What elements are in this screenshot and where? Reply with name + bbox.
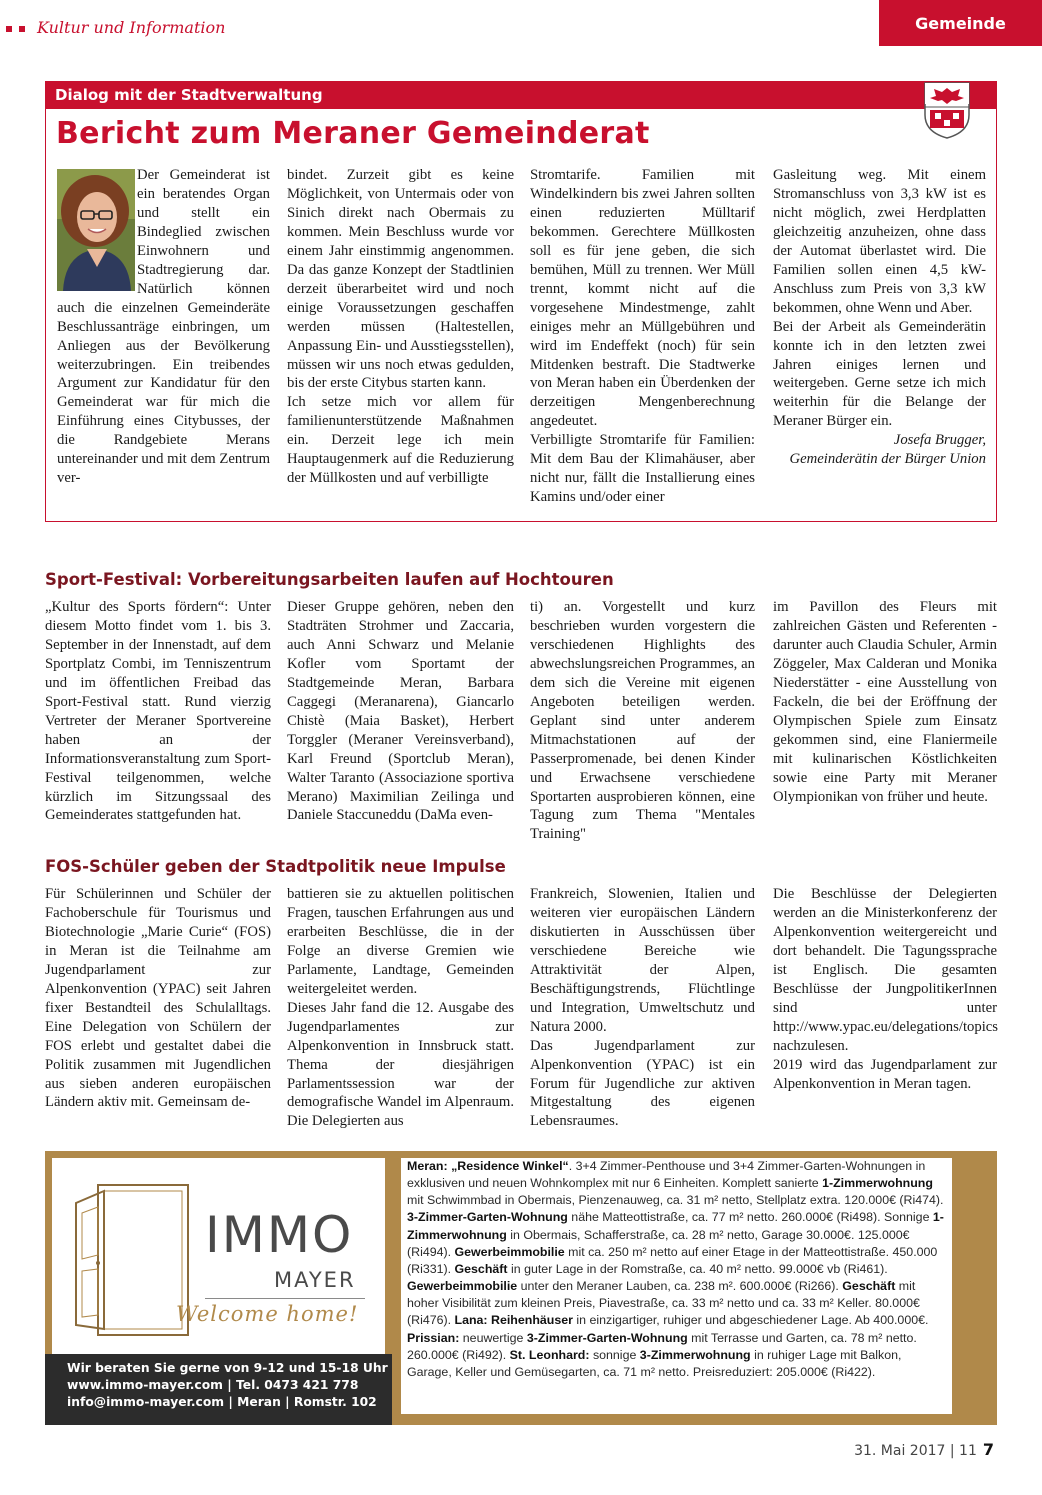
sport-column-1: „Kultur des Sports fördern“: Unter diesem Motto findet vom 1. bis 3. September in der Innenstadt, auf dem Sportplatz Combi, im Tenniszentrum und im öffentlichen Freibad das Sport-Festival statt. Rund vierzig Vertreter der Meraner Sportvereine haben an der Informationsveranstaltung zum Sport-Festival teilgenommen, welche kürzlich im Sitzungssaal des Gemeinderates stattgefunden hat. [45,599,271,824]
signature-name: Josefa Brugger, [893,432,986,449]
ad-hours: Wir beraten Sie gerne von 9-12 und 15-18 Uhr [67,1361,388,1375]
brand-divider [205,1298,365,1299]
dialog-column-1: Der Gemeinderat ist ein beratendes Organ und stellt ein Bindeglied zwischen Einwohnern und Stadtregierung dar. Natürlich können auch die einzelnen Gemeinderäte Beschlussanträge einbringen, um Anliegen aus der Bevölkerung weiterzubringen. Ein treibendes Argument zur Kandidatur für den Gemeinderat war für mich die Einführung eines Citybusses, der die Randgebiete Merans untereinander und mit dem Zentrum ver- [57,167,270,487]
dialog-column-2: bindet. Zurzeit gibt es keine Möglichkeit, von Untermais oder von Sinich direkt nach Obermais zu kommen. Mein Beschluss wurde vor einem Jahr einstimmig angenommen. Da das ganze Konzept der Stadtlinien derzeit überarbeitet wird und noch einige Voraussetzungen geschaffen werden müssen (Haltestellen, Anpassung Ein- und Ausstiegsstellen), müssen wir uns noch etwas gedulden, bis der erste Citybus starten kann. Ich setze mich vor allem für familienunterstützende Maßnahmen ein. Derzeit lege ich mein Hauptaugenmerk auf die Reduzierung der Müllkosten und auf verbilligte [287,167,514,487]
signature-role: Gemeinderätin der Bürger Union [789,451,986,468]
dialog-column-3: Stromtarife. Familien mit Windelkindern bis zwei Jahren sollten einen reduzierten Mülltarif bekommen. Gerechtere Müllkosten soll es für jene geben, die sich bemühen, Müll zu trennen. Wer Müll trennt, kommt nicht auf die vorgesehene Mindestmenge, zahlt einiges mehr an Müllgebühren und wird im Endeffekt (noch) für sein Mitdenken bestraft. Die Stadtwerke von Meran haben ein Überdenken der derzeitigen Mengenberechnung angedeutet. Verbilligte Stromtarife für Familien: Mit dem Bau der Klimahäuser, aber nicht nur, fällt die Installierung eines Kamins und/oder einer [530,167,755,506]
sport-title: Sport-Festival: Vorbereitungsarbeiten laufen auf Hochtouren [45,570,614,589]
ad-email-address: info@immo-mayer.com | Meran | Romstr. 102 [67,1395,377,1409]
fos-column-3: Frankreich, Slowenien, Italien und weiteren vier europäischen Ländern diskutierten in Ausschüssen über verschiedene Bereiche wie Attraktivität der Alpen, Beschäftigungstrends, Flüchtlinge und Integration, Umweltschutz und Natura 2000. Das Jugendparlament zur Alpenkonvention (YPAC) ist ein Forum für Jugendliche zur aktiven Mitgestaltung des eigenen Lebensraumes. [530,886,755,1130]
page-footer [854,1440,994,1459]
issue-date: 31. Mai 2017 | 11 [854,1443,977,1459]
brand-tagline: Welcome home! [176,1302,359,1326]
dialog-column-4: Gasleitung weg. Mit einem Stromanschluss von 3,3 kW ist es nicht möglich, zwei Herdplatten gleichzeitig anzuheizen, ohne dass der Automat überlastet wird. Die Familien sollen einen 4,5 kW-Anschluss zum Preis von 3,3 kW bekommen, ohne Wenn und Aber. Bei der Arbeit als Gemeinderätin konnte ich in den letzten zwei Jahren einiges lernen und weitergeben. Gerne setze ich mich weiterhin für die Belange der Meraner Bürger ein. Josefa Brugger, Gemeinderätin der Bürger Union [773,167,986,468]
sport-column-2: Dieser Gruppe gehören, neben den Stadträten Strohmer und Zaccaria, auch Anni Schwarz und Melanie Kofler vom Sportamt der Stadtgemeinde Meran, Barbara Caggegi (Meranarena), Giancarlo Chistè (Maia Basket), Herbert Torggler (Meraner Vereinsverband), Karl Freund (Sportclub Meran), Walter Taranto (Associazione sportiva Merano) Maximilian Zeilinga und Daniele Staccuneddu (DaMa even- [287,599,514,824]
fos-column-4: Die Beschlüsse der Delegierten werden an die Ministerkonferenz der Alpenkonvention weitergereicht und dort behandelt. Die Tagungssprache ist Englisch. Die gesamten Beschlüsse der JungpolitikerInnen sind unter http://www.ypac.eu/delegations/topics nachzulesen. 2019 wird das Jugendparlament zur Alpenkonvention in Meran tagen. [773,886,999,1092]
fos-column-2: battieren sie zu aktuellen politischen Fragen, tauschen Erfahrungen aus und erarbeiten Beschlüsse, die in der Folge an diverse Gremien wie Parlamente, Landtage, Gemeinden weitergeleitet werden. Dieses Jahr fand die 12. Ausgabe des Jugendparlamentes zur Alpenkonvention in Innsbruck statt. Thema der diesjährigen Parlamentssession war der demografische Wandel im Alpenraum. Die Delegierten aus [287,886,514,1130]
brand-logo-immo: IMMO [205,1206,354,1264]
brand-logo-mayer: MAYER [274,1268,356,1292]
ad-listings: Meran: „Residence Winkel“. 3+4 Zimmer-Penthouse und 3+4 Zimmer-Garten-Wohnungen in exklusiven und neuen Wohnkomplex mit nur 6 Einheiten. Komplett sanierte 1-Zimmerwohnung mit Schwimmbad in Obermais, Pienzenauweg, ca. 31 m² netto, Stellplatz extra. 120.000€ (Ri474). 3-Zimmer-Garten-Wohnung nähe Matteottistraße, ca. 77 m² netto. 260.000€ (Ri498). Sonnige 1-Zimmerwohnung in Obermais, Schafferstraße, ca. 28 m² netto, Garage 30.000€. 125.000€ (Ri494). Gewerbeimmobilie mit ca. 250 m² netto auf einer Etage in der Matteottistraße. 450.000 (Ri331). Geschäft in guter Lage in der Romstraße, ca. 40 m² netto. 99.000€ vb (Ri461). Gewerbeimmobilie unter den Meraner Lauben, ca. 238 m². 600.000€ (Ri266). Geschäft mit hoher Visibilität zum kleinen Preis, Piavestraße, ca. 33 m² netto und ca. 33 m² Keller. 80.000€ (Ri476). Lana: Reihenhäuser in einzigartiger, ruhiger und abgeschiedener Lage. Ab 400.000€. Prissian: neuwertige 3-Zimmer-Garten-Wohnung mit Terrasse und Garten, ca. 78 m² netto. 260.000€ (Ri492). St. Leonhard: sonnige 3-Zimmerwohnung in ruhiger Lage mit Balkon, Garage, Keller und Gemüsegarten, ca. 71 m² netto. Preisreduziert: 205.000€ (Ri422). [401,1158,952,1414]
sport-column-3: ti) an. Vorgestellt und kurz beschrieben wurden vorgestern die verschiedenen Highlights des abwechslungsreichen Programmes, an dem sich die Vereine mit eigenen Angeboten beteiligen werden. Geplant sind unter anderem Mitmachstationen auf der Passerpromenade, bei denen Kinder und Erwachsene verschiedene Sportarten ausprobieren können, eine Tagung zum Thema "Mentales Training" [530,599,755,843]
dialog-category-bar: Dialog mit der Stadtverwaltung [45,81,997,109]
page-number: 7 [982,1440,994,1459]
coat-of-arms-icon [922,80,972,140]
sport-column-4: im Pavillon des Fleurs mit zahlreichen Gästen und Referenten - darunter auch Claudia Schuler, Armin Zöggeler, Max Calderan und Monika Niederstätter - eine Ausstellung von Fackeln, die bei der Eröffnung der Olympischen Spiele zum Einsatz gekommen sind, eine Flaniermeile mit kulinarischen Köstlichkeiten sowie eine Party mit Meraner Olympionikan von früher und heute. [773,599,997,805]
fos-title: FOS-Schüler geben der Stadtpolitik neue Impulse [45,857,506,876]
section-label: Kultur und Information [37,18,226,37]
ad-contact-box [45,1354,392,1425]
header-decoration [6,26,25,32]
ad-web-phone: www.immo-mayer.com | Tel. 0473 421 778 [67,1378,359,1392]
fos-column-1: Für Schülerinnen und Schüler der Fachoberschule für Tourismus und Biotechnologie „Marie Curie“ (FOS) in Meran ist die Teilnahme am Jugendparlament zur Alpenkonvention (YPAC) seit Jahren fixer Bestandteil des Schulalltags. Eine Delegation von Schülern der FOS erlebt und gestaltet dabei die Politik zusammen mit Jugendlichen aus sieben anderen europäischen Ländern aktiv mit. Gemeinsam de- [45,886,271,1111]
section-tab: Gemeinde [879,0,1042,46]
article-title: Bericht zum Meraner Gemeinderat [56,116,650,151]
